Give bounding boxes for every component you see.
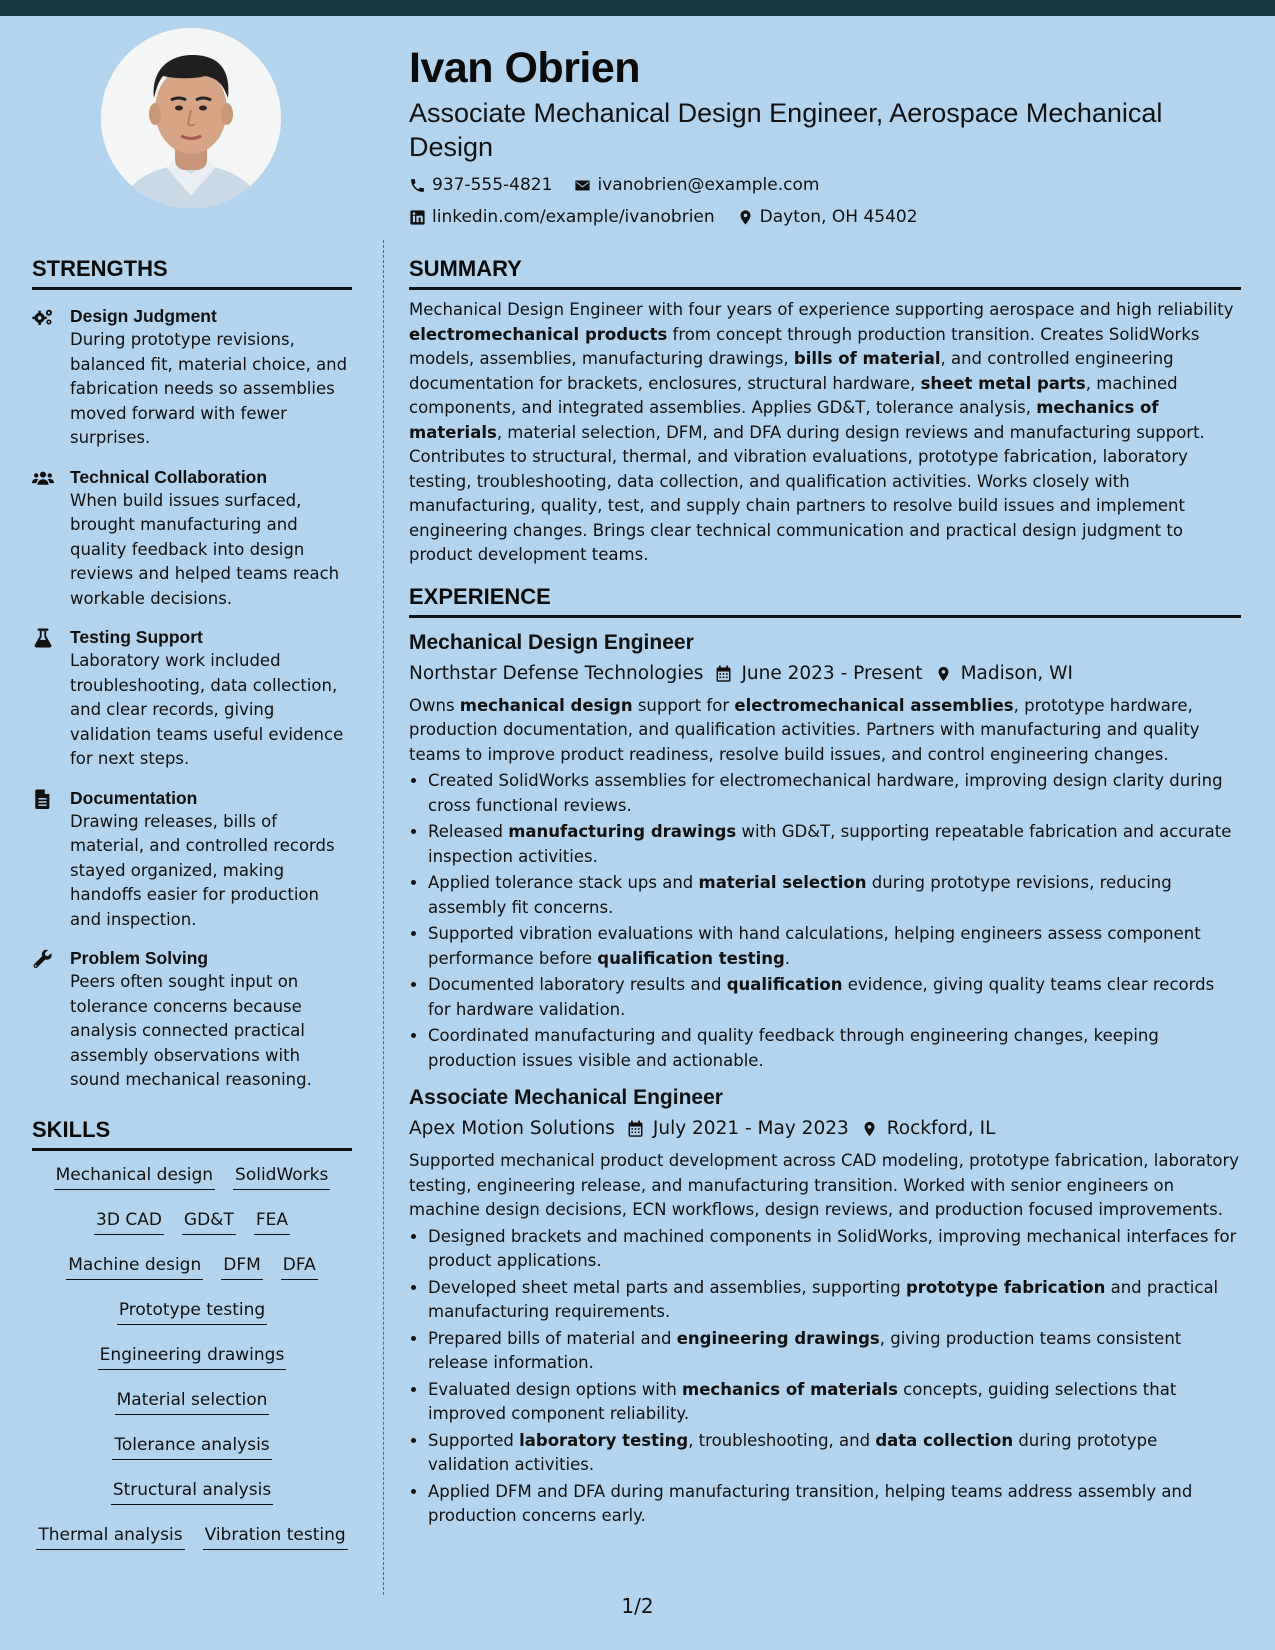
job-bullet <box>428 973 1241 1022</box>
experience-heading: EXPERIENCE <box>409 582 1241 618</box>
job-description <box>409 1149 1241 1223</box>
text-run: Applied DFM and DFA during manufacturing transition, helping teams address assembly and production concerns early. <box>428 1481 1193 1525</box>
bold-phrase: qualification testing <box>597 948 785 968</box>
job-description <box>409 694 1241 768</box>
column-divider <box>383 240 384 1595</box>
resume-header <box>409 40 1229 228</box>
calendar-icon <box>627 1120 644 1138</box>
linkedin-icon <box>409 209 426 226</box>
text-run: Prepared bills of material and <box>428 1328 677 1348</box>
phone-text: 937-555-4821 <box>432 175 553 195</box>
skill-tag: DFA <box>281 1253 318 1280</box>
strength-item <box>32 786 352 933</box>
contact-email[interactable] <box>574 174 819 196</box>
bold-phrase: qualification <box>726 975 843 994</box>
skill-tag: DFM <box>221 1253 263 1280</box>
text-run: Supported <box>428 1430 520 1450</box>
job-entry <box>409 1083 1241 1529</box>
contact-row-2 <box>409 206 1229 228</box>
envelope-icon <box>574 177 591 194</box>
strength-item <box>32 465 352 612</box>
text-run: during prototype validation activities. <box>428 1430 1158 1474</box>
document-icon <box>32 786 56 933</box>
calendar-icon <box>715 665 732 683</box>
gears-icon <box>32 304 56 451</box>
skill-tag: Machine design <box>66 1253 203 1280</box>
skill-tag: 3D CAD <box>94 1208 164 1235</box>
contact-location <box>737 206 918 228</box>
text-run: concepts, guiding selections that improved component reliability. <box>428 1379 1177 1423</box>
map-pin-icon <box>935 665 952 683</box>
strength-item <box>32 946 352 1093</box>
job-title: Associate Mechanical Engineer <box>409 1086 723 1109</box>
map-pin-icon <box>737 209 754 226</box>
skill-row <box>111 1478 273 1523</box>
users-icon <box>32 465 56 612</box>
candidate-name: Ivan Obrien <box>409 44 641 92</box>
skill-row <box>115 1388 270 1433</box>
job-bullet <box>428 769 1241 818</box>
text-run: , material selection, DFM, and DFA during design reviews and manufacturing support. Contributes to structural, thermal, and vibration evaluations, prototype fabrication, laboratory testing, troubleshooting, data collection, and qualification activities. Works closely with manufacturing, quality, test, and supply chain partners to resolve build issues and implement engineering changes. Brings clear technical communication and practical design judgment to product development teams. <box>409 422 1205 564</box>
skill-row <box>112 1433 271 1478</box>
email-text: ivanobrien@example.com <box>597 175 820 195</box>
strength-item <box>32 625 352 772</box>
skills-list <box>32 1163 352 1568</box>
skill-row <box>66 1253 317 1298</box>
contact-phone[interactable] <box>409 174 552 196</box>
strengths-heading: STRENGTHS <box>32 254 352 290</box>
strength-desc: When build issues surfaced, brought manufacturing and quality feedback into design reviews and helped teams reach workable decisions. <box>70 490 340 608</box>
text-run: , troubleshooting, and <box>688 1430 876 1450</box>
text-run: Developed sheet metal parts and assemblies, supporting <box>428 1277 906 1297</box>
left-column <box>32 254 352 1568</box>
skill-tag: FEA <box>254 1208 290 1235</box>
skill-row <box>117 1298 267 1343</box>
text-run: , machined components, and integrated assemblies. Applies GD&T, tolerance analysis, <box>409 373 1178 417</box>
skill-row <box>98 1343 287 1388</box>
job-dates: June 2023 - Present <box>741 662 923 684</box>
bold-phrase: mechanical design <box>459 695 633 715</box>
skill-tag: SolidWorks <box>233 1163 330 1190</box>
strength-desc: Drawing releases, bills of material, and controlled records stayed organized, making handoffs easier for production and inspection. <box>70 811 335 929</box>
page-number: 1/2 <box>621 1594 654 1618</box>
skill-tag: Structural analysis <box>111 1478 273 1505</box>
skills-heading: SKILLS <box>32 1115 352 1151</box>
bold-phrase: mechanics of materials <box>682 1379 898 1399</box>
job-bullet <box>428 871 1241 920</box>
text-run: evidence, giving quality teams clear records for hardware validation. <box>428 975 1215 1019</box>
text-run: Designed brackets and machined components in SolidWorks, improving mechanical interfaces for product applications. <box>428 1226 1237 1270</box>
strength-desc: Laboratory work included troubleshooting, data collection, and clear records, giving validation teams useful evidence for next steps. <box>70 651 344 768</box>
bold-phrase: manufacturing drawings <box>508 822 737 841</box>
bold-phrase: laboratory testing <box>519 1430 689 1450</box>
job-meta <box>409 1115 1241 1143</box>
skill-tag: Tolerance analysis <box>112 1433 271 1460</box>
text-run: Supported mechanical product development across CAD modeling, prototype fabrication, laboratory testing, engineering release, and manufacturing transition. Worked with senior engineers on machine design decisions, ECN workflows, design reviews, and production focused improvements. <box>409 1151 1240 1219</box>
job-bullets <box>409 769 1241 1073</box>
text-run: Created SolidWorks assemblies for electromechanical hardware, improving design clarity during cross functional reviews. <box>428 771 1223 815</box>
text-run: Supported vibration evaluations with hand calculations, helping engineers assess component performance before <box>428 924 1201 968</box>
job-bullet <box>428 1327 1241 1376</box>
contact-linkedin[interactable] <box>409 206 715 228</box>
contact-row-1 <box>409 174 1229 196</box>
job-location: Rockford, IL <box>886 1118 996 1139</box>
job-title: Mechanical Design Engineer <box>409 630 694 654</box>
summary-text <box>409 298 1241 568</box>
job-bullet <box>428 1480 1241 1529</box>
job-company: Apex Motion Solutions <box>409 1118 615 1139</box>
text-run: with GD&T, supporting repeatable fabrication and accurate inspection activities. <box>428 822 1232 866</box>
skill-tag: Prototype testing <box>117 1298 267 1325</box>
text-run: . <box>784 948 791 968</box>
flask-icon <box>32 625 56 772</box>
text-run: Applied tolerance stack ups and <box>428 873 699 892</box>
strength-desc: Peers often sought input on tolerance concerns because analysis connected practical assembly observations with sound mechanical reasoning. <box>70 972 312 1089</box>
text-run: Owns <box>409 695 460 715</box>
strength-title: Documentation <box>70 787 198 808</box>
job-bullet <box>428 1225 1241 1274</box>
skill-tag: Thermal analysis <box>36 1523 184 1550</box>
skill-tag: Mechanical design <box>54 1163 215 1190</box>
text-run: from concept through production transition. Creates SolidWorks models, assemblies, manufacturing drawings, <box>409 324 1200 368</box>
bold-phrase: electromechanical assemblies <box>734 695 1014 715</box>
text-run: during prototype revisions, reducing assembly fit concerns. <box>428 873 1172 917</box>
text-run: , prototype hardware, production documentation, and qualification activities. Partners with manufacturing and quality teams to improve product readiness, resolve build issues, and control engineering changes. <box>409 695 1200 764</box>
bold-phrase: bills of material <box>793 349 941 368</box>
profile-photo <box>101 28 281 208</box>
skill-row <box>54 1163 331 1208</box>
job-bullet <box>428 1024 1241 1073</box>
skill-tag: Material selection <box>115 1388 270 1415</box>
location-text: Dayton, OH 45402 <box>759 207 918 227</box>
strength-desc: During prototype revisions, balanced fit, material choice, and fabrication needs so assemblies moved forward with fewer surprises. <box>70 330 348 447</box>
text-run: Released <box>428 822 509 841</box>
candidate-title: Associate Mechanical Design Engineer, Aerospace Mechanical Design <box>409 98 1163 162</box>
text-run: support for <box>632 695 735 715</box>
skill-tag: Vibration testing <box>203 1523 348 1550</box>
strength-title: Technical Collaboration <box>70 466 268 487</box>
right-column <box>409 254 1241 1531</box>
linkedin-text: linkedin.com/example/ivanobrien <box>432 207 715 227</box>
bold-phrase: prototype fabrication <box>905 1277 1106 1297</box>
bold-phrase: material selection <box>698 873 867 892</box>
job-bullet <box>428 1429 1241 1478</box>
strength-title: Design Judgment <box>70 306 217 326</box>
text-run: , and controlled engineering documentation for brackets, enclosures, structural hardware, <box>409 349 1174 393</box>
job-meta <box>409 660 1241 688</box>
bold-phrase: mechanics of materials <box>409 398 1159 442</box>
skill-row <box>94 1208 290 1253</box>
text-run: Coordinated manufacturing and quality feedback through engineering changes, keeping production issues visible and actionable. <box>428 1026 1159 1070</box>
job-bullet <box>428 1276 1241 1325</box>
strength-item <box>32 304 352 451</box>
text-run: Mechanical Design Engineer with four years of experience supporting aerospace and high reliability <box>409 300 1234 319</box>
job-bullet <box>428 820 1241 869</box>
map-pin-icon <box>861 1120 878 1138</box>
skill-tag: Engineering drawings <box>98 1343 287 1370</box>
job-bullet <box>428 1378 1241 1427</box>
job-location: Madison, WI <box>960 662 1073 684</box>
top-accent-bar <box>0 0 1275 16</box>
skill-row <box>36 1523 347 1568</box>
job-bullets <box>409 1225 1241 1529</box>
text-run: and practical manufacturing requirements. <box>428 1277 1219 1321</box>
bold-phrase: sheet metal parts <box>920 373 1086 393</box>
summary-heading: SUMMARY <box>409 254 1241 290</box>
job-dates: July 2021 - May 2023 <box>652 1118 849 1139</box>
job-entry <box>409 628 1241 1074</box>
strengths-list <box>32 304 352 1093</box>
bold-phrase: engineering drawings <box>676 1328 880 1348</box>
bold-phrase: data collection <box>875 1430 1014 1450</box>
bold-phrase: electromechanical products <box>409 324 668 344</box>
strength-title: Problem Solving <box>70 948 209 968</box>
job-bullet <box>428 922 1241 971</box>
phone-icon <box>409 177 426 194</box>
text-run: Evaluated design options with <box>428 1379 683 1399</box>
strength-title: Testing Support <box>70 627 203 647</box>
text-run: Documented laboratory results and <box>428 975 727 994</box>
skill-tag: GD&T <box>182 1208 236 1235</box>
text-run: , giving production teams consistent release information. <box>428 1328 1182 1372</box>
wrench-icon <box>32 946 56 1093</box>
job-company: Northstar Defense Technologies <box>409 662 704 684</box>
